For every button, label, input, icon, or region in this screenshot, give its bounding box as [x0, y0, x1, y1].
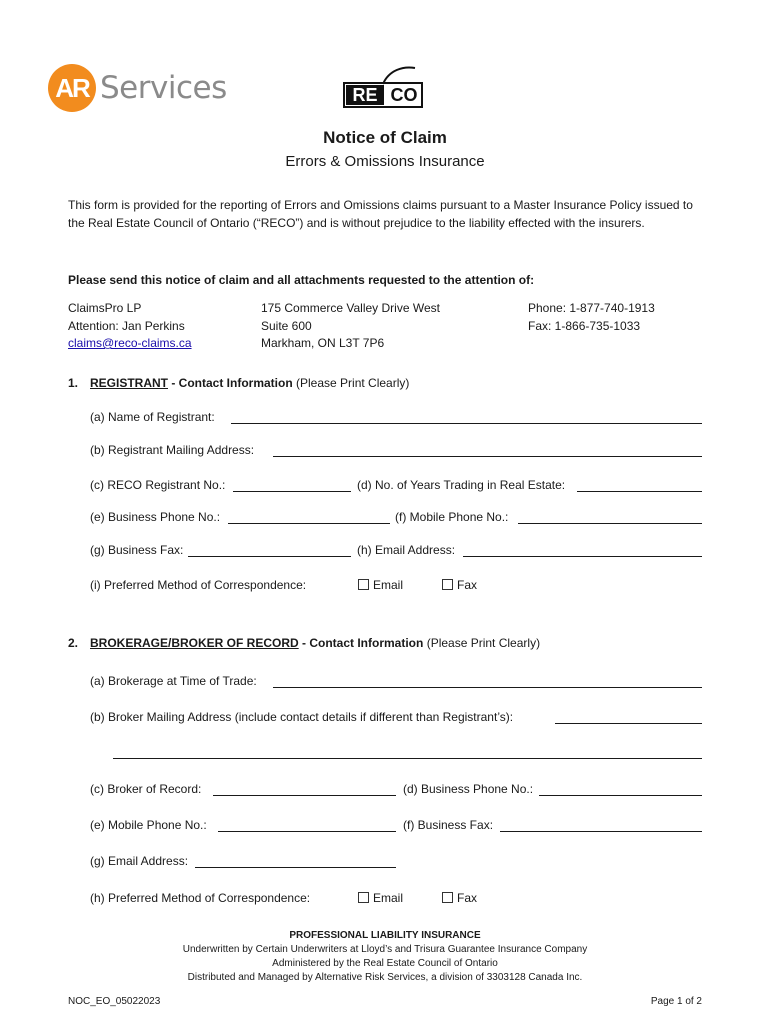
- ar-services-logo: [48, 64, 227, 116]
- checkbox-fax-option[interactable]: Fax: [442, 578, 477, 592]
- send-instruction: Please send this notice of claim and all attachments requested to the attention of:: [68, 273, 535, 287]
- broker-business-fax-field[interactable]: [500, 831, 702, 832]
- ar-logo-word: Services: [100, 70, 227, 106]
- broker-checkbox-email-option[interactable]: Email: [358, 891, 403, 905]
- address-line-1: 175 Commerce Valley Drive West: [261, 301, 440, 315]
- page-subtitle: Errors & Omissions Insurance: [285, 153, 485, 170]
- broker-of-record-field[interactable]: [213, 795, 396, 796]
- page-title: Notice of Claim: [323, 128, 447, 147]
- label-reco-registrant-no: (c) RECO Registrant No.:: [90, 478, 226, 492]
- label-broker-mailing-address: (b) Broker Mailing Address (include contact details if different than Registrant’s):: [90, 710, 514, 724]
- label-broker-business-fax: (f) Business Fax:: [403, 818, 494, 832]
- label-mobile-phone: (f) Mobile Phone No.:: [395, 510, 509, 524]
- contact-phone-fax: [528, 300, 655, 335]
- label-brokerage: (a) Brokerage at Time of Trade:: [90, 674, 257, 688]
- ar-logo-mark: AR: [48, 64, 96, 112]
- broker-business-phone-field[interactable]: [539, 795, 702, 796]
- broker-checkbox-fax-option[interactable]: Fax: [442, 891, 477, 905]
- address-line-2: Suite 600: [261, 318, 312, 333]
- broker-mobile-phone-field[interactable]: [218, 831, 396, 832]
- business-fax-field[interactable]: [188, 556, 351, 557]
- contact-name: ClaimsPro LP: [68, 301, 142, 315]
- label-years-trading: (d) No. of Years Trading in Real Estate:: [357, 478, 566, 492]
- label-registrant-name: (a) Name of Registrant:: [90, 410, 215, 424]
- label-business-fax: (g) Business Fax:: [90, 543, 184, 557]
- contact-fax: Fax: 1-866-735-1033: [528, 318, 641, 333]
- footer-line-3: Administered by the Real Estate Council of Ontario: [272, 958, 498, 969]
- contact-attention: Attention: Jan Perkins: [68, 318, 185, 333]
- page-number: Page 1 of 2: [650, 996, 702, 1007]
- reco-logo-box: [343, 82, 423, 108]
- label-preferred-correspondence: (i) Preferred Method of Correspondence:: [90, 578, 307, 592]
- mobile-phone-field[interactable]: [518, 523, 702, 524]
- checkbox-icon[interactable]: [358, 579, 369, 590]
- footer-line-1: PROFESSIONAL LIABILITY INSURANCE: [289, 930, 481, 941]
- checkbox-icon[interactable]: [358, 892, 369, 903]
- address-line-3: Markham, ON L3T 7P6: [261, 336, 385, 350]
- label-business-phone: (e) Business Phone No.:: [90, 510, 221, 524]
- reco-logo-co: CO: [390, 85, 418, 105]
- label-registrant-address: (b) Registrant Mailing Address:: [90, 443, 255, 457]
- footer-block: [0, 929, 770, 985]
- checkbox-icon[interactable]: [442, 892, 453, 903]
- section-1-heading: 1. REGISTRANT - Contact Information (Please Print Clearly): [68, 376, 410, 390]
- label-broker-of-record: (c) Broker of Record:: [90, 782, 202, 796]
- years-trading-field[interactable]: [577, 491, 702, 492]
- broker-mailing-address-field[interactable]: [555, 723, 702, 724]
- intro-paragraph: This form is provided for the reporting of Errors and Omissions claims pursuant to a Master Insurance Policy issued to the Real Estate Council of Ontario (“RECO”) and is without prejudice to the liability effected with the insurers.: [68, 198, 693, 230]
- brokerage-field[interactable]: [273, 687, 702, 688]
- label-broker-preferred-correspondence: (h) Preferred Method of Correspondence:: [90, 891, 311, 905]
- checkbox-icon[interactable]: [442, 579, 453, 590]
- registrant-address-field[interactable]: [273, 456, 702, 457]
- form-code: NOC_EO_05022023: [68, 996, 161, 1007]
- contact-claimspro: [68, 300, 192, 353]
- label-broker-mobile-phone: (e) Mobile Phone No.:: [90, 818, 207, 832]
- reco-logo-re: RE: [346, 85, 384, 105]
- email-address-field[interactable]: [463, 556, 702, 557]
- contact-phone: Phone: 1-877-740-1913: [528, 301, 655, 315]
- reco-logo: [343, 66, 427, 112]
- footer-line-4: Distributed and Managed by Alternative Risk Services, a division of 3303128 Canada Inc.: [187, 972, 583, 983]
- reco-registrant-no-field[interactable]: [233, 491, 351, 492]
- broker-mailing-address-field-2[interactable]: [113, 758, 702, 759]
- section-2-heading: 2. BROKERAGE/BROKER OF RECORD - Contact Information (Please Print Clearly): [68, 636, 541, 650]
- contact-email-link[interactable]: claims@reco-claims.ca: [68, 336, 192, 350]
- label-email-address: (h) Email Address:: [357, 543, 456, 557]
- contact-address: [261, 300, 440, 353]
- business-phone-field[interactable]: [228, 523, 390, 524]
- label-broker-business-phone: (d) Business Phone No.:: [403, 782, 534, 796]
- checkbox-email-option[interactable]: Email: [358, 578, 403, 592]
- broker-email-field[interactable]: [195, 867, 396, 868]
- label-broker-email: (g) Email Address:: [90, 854, 189, 868]
- footer-line-2: Underwritten by Certain Underwriters at Lloyd’s and Trisura Guarantee Insurance Company: [182, 944, 588, 955]
- registrant-name-field[interactable]: [231, 423, 702, 424]
